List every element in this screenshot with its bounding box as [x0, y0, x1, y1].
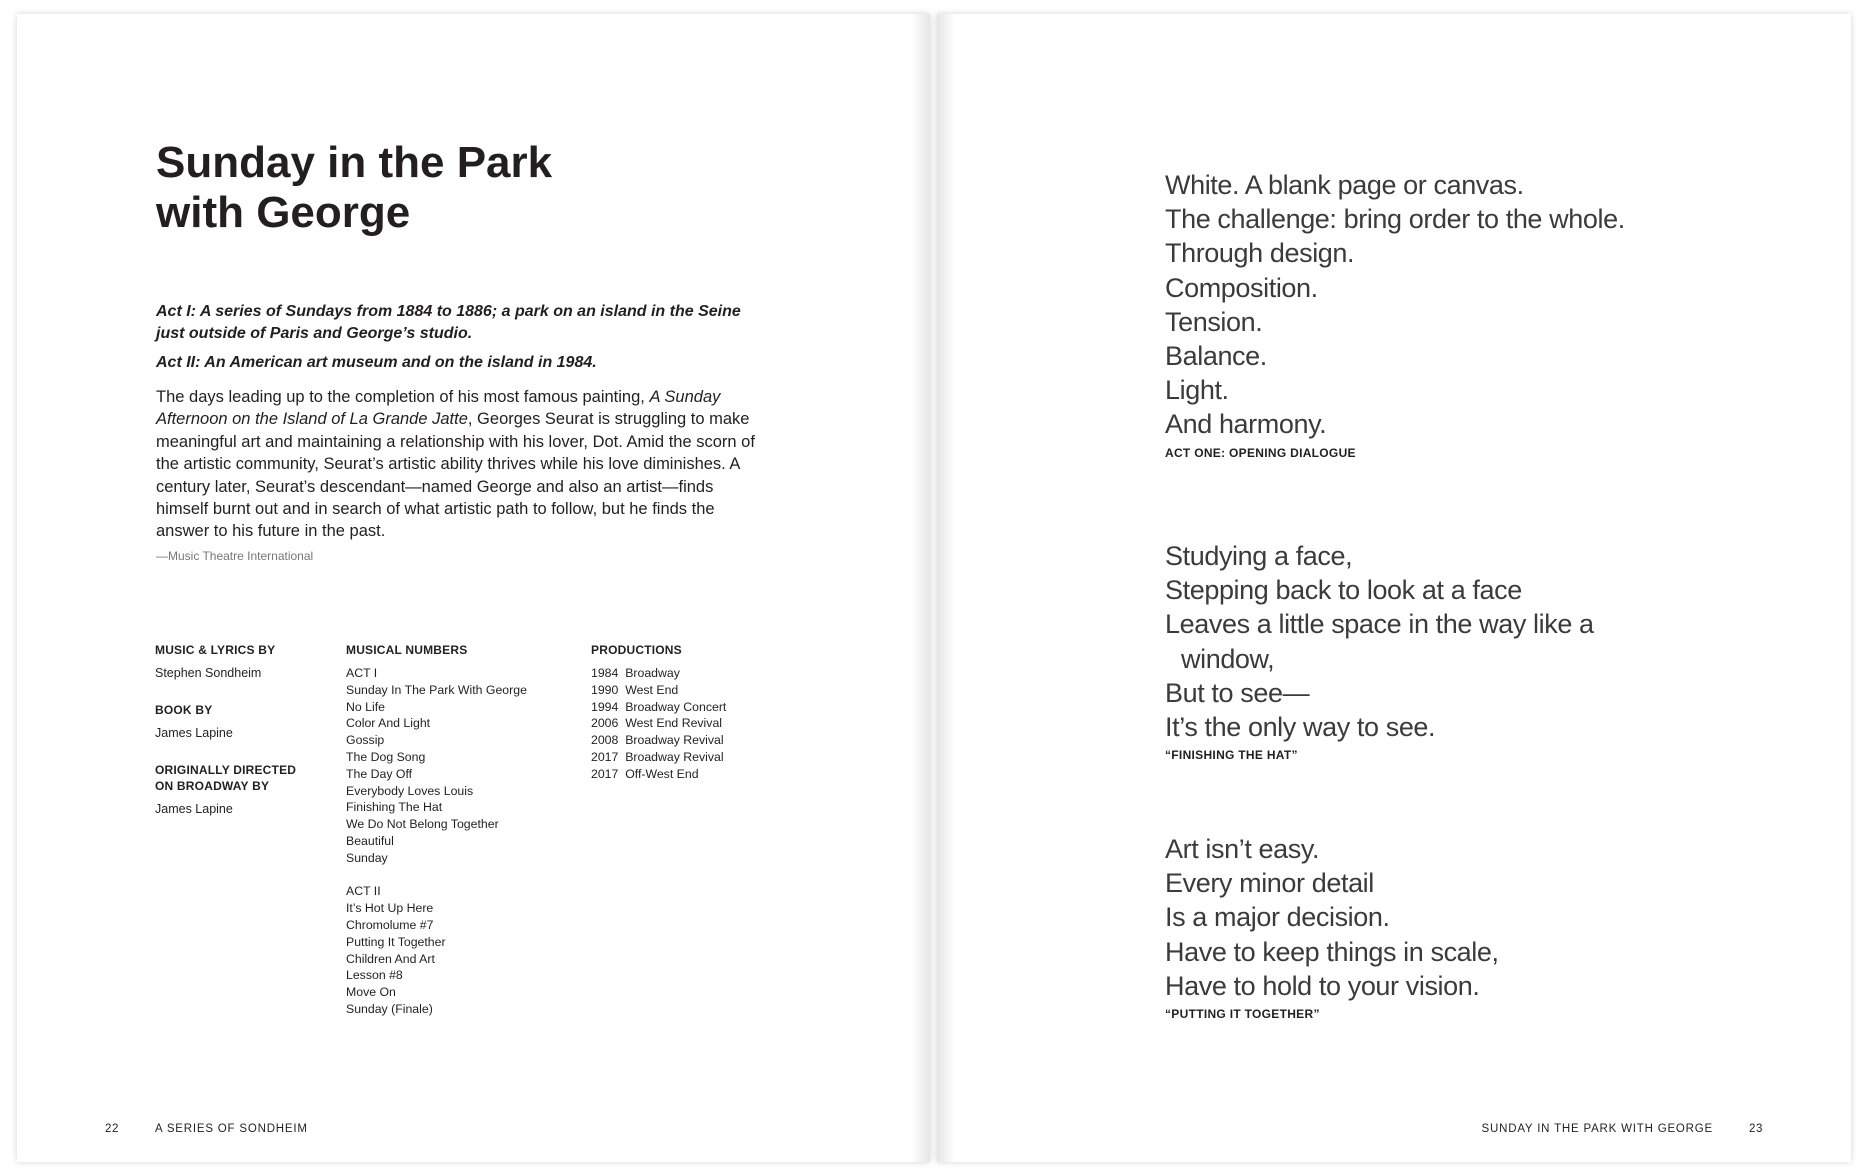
- painting-title: A Sunday Afternoon on the Island of La Grande Jatte: [156, 388, 721, 429]
- lyric-line: window,: [1181, 643, 1275, 674]
- song-item: Beautiful: [346, 833, 394, 848]
- song-item: The Day Off: [346, 766, 413, 781]
- synopsis: [156, 386, 762, 543]
- left-page: [17, 14, 930, 1162]
- production-item: 1984 Broadway: [591, 666, 680, 680]
- production-item: 2006 West End Revival: [591, 716, 723, 731]
- lyric-line: Studying a face,: [1165, 541, 1353, 571]
- song-item: Sunday In The Park With George: [346, 682, 527, 697]
- song-item: Sunday: [346, 850, 388, 865]
- section-label: PRODUCTIONS: [591, 643, 682, 657]
- act-one-songs: [346, 665, 556, 867]
- lyric-line: But to see—: [1165, 677, 1310, 708]
- song-item: No Life: [346, 699, 385, 714]
- song-item: It’s Hot Up Here: [346, 901, 434, 916]
- song-item: Color And Light: [346, 716, 431, 731]
- credits-column: [155, 642, 325, 837]
- credit-label: MUSIC & LYRICS BY: [155, 643, 276, 657]
- page-number: 22: [105, 1123, 119, 1135]
- lyric-line: Through design.: [1165, 238, 1355, 269]
- lyric-line: White. A blank page or canvas.: [1165, 170, 1524, 200]
- lyric-line: The challenge: bring order to the whole.: [1165, 204, 1625, 235]
- lyric-line: Light.: [1165, 375, 1229, 406]
- lyric-line: Is a major decision.: [1165, 902, 1390, 933]
- act-one-setting: Act I: A series of Sundays from 1884 to 1886; a park on an island in the Seine just outside of Paris and George’s studio.: [156, 303, 741, 342]
- production-item: 2017 Off-West End: [591, 766, 699, 781]
- act-two-setting: Act II: An American art museum and on the island in 1984.: [156, 354, 597, 371]
- song-item: Everybody Loves Louis: [346, 783, 474, 798]
- quote-source: “FINISHING THE HAT”: [1165, 748, 1298, 763]
- musical-numbers-column: [346, 642, 556, 1018]
- gutter-shadow: [937, 14, 955, 1162]
- lyric-line: Have to keep things in scale,: [1165, 936, 1499, 967]
- production-item: 1990 West End: [591, 682, 679, 697]
- song-item: Children And Art: [346, 951, 435, 966]
- credit-label: ORIGINALLY DIRECTED ON BROADWAY BY: [155, 762, 297, 793]
- song-item: Sunday (Finale): [346, 1001, 433, 1016]
- lyric-line: Have to hold to your vision.: [1165, 970, 1480, 1001]
- production-item: 2008 Broadway Revival: [591, 733, 724, 748]
- synopsis-text: , Georges Seurat is struggling to make meaningful art and maintaining a relationship with his lover, Dot. Amid the scorn of the artistic community, Seurat’s artistic ability thrives while his love diminishes. A century later, Seurat’s descendant—named George and also an artist—finds himself burnt out and in search of what artistic path to follow, but he finds the answer to his future in the past.: [156, 410, 755, 541]
- lyric-line: Every minor detail: [1165, 868, 1374, 899]
- act-heading: ACT I: [346, 666, 378, 680]
- lyric-line: And harmony.: [1165, 409, 1327, 440]
- setting-description: [156, 301, 756, 381]
- lyric-quote: [1165, 832, 1765, 1021]
- lyric-line: Stepping back to look at a face: [1165, 575, 1522, 606]
- song-item: Lesson #8: [346, 968, 403, 983]
- page-title: [156, 138, 776, 238]
- credit-value: Stephen Sondheim: [155, 666, 262, 680]
- act-two-songs: [346, 883, 556, 1017]
- song-item: We Do Not Belong Together: [346, 817, 499, 832]
- lyric-line: It’s the only way to see.: [1165, 712, 1436, 743]
- lyric-quote: [1165, 539, 1765, 762]
- running-head: A SERIES OF SONDHEIM: [155, 1123, 308, 1135]
- lyric-line: Tension.: [1165, 306, 1263, 337]
- quote-source: “PUTTING IT TOGETHER”: [1165, 1007, 1320, 1022]
- quote-source: ACT ONE: OPENING DIALOGUE: [1165, 445, 1356, 460]
- synopsis-credit: —Music Theatre International: [156, 549, 314, 563]
- credit-label: BOOK BY: [155, 702, 213, 717]
- production-item: 2017 Broadway Revival: [591, 749, 724, 764]
- production-item: 1994 Broadway Concert: [591, 699, 727, 714]
- gutter-shadow: [912, 14, 930, 1162]
- title-line: Sunday in the Park: [156, 138, 553, 187]
- right-page: [937, 14, 1851, 1162]
- productions-column: [591, 642, 791, 783]
- lyric-line: Balance.: [1165, 341, 1267, 372]
- act-heading: ACT II: [346, 884, 381, 899]
- song-item: The Dog Song: [346, 749, 426, 764]
- page-number: 23: [1749, 1123, 1763, 1135]
- title-line: with George: [156, 188, 411, 237]
- credit-value: James Lapine: [155, 725, 233, 740]
- lyric-line: Composition.: [1165, 272, 1318, 303]
- song-item: Chromolume #7: [346, 917, 434, 932]
- song-item: Putting It Together: [346, 934, 446, 949]
- synopsis-text: The days leading up to the completion of his most famous painting,: [156, 388, 650, 406]
- song-item: Finishing The Hat: [346, 800, 443, 815]
- running-head: SUNDAY IN THE PARK WITH GEORGE: [1481, 1123, 1713, 1135]
- song-item: Gossip: [346, 733, 385, 748]
- lyric-line: Art isn’t easy.: [1165, 834, 1320, 864]
- section-label: MUSICAL NUMBERS: [346, 643, 468, 657]
- lyric-quote: [1165, 168, 1765, 460]
- lyric-line: Leaves a little space in the way like a: [1165, 609, 1594, 640]
- credit-value: James Lapine: [155, 801, 233, 816]
- song-item: Move On: [346, 985, 396, 1000]
- productions-list: [591, 665, 791, 783]
